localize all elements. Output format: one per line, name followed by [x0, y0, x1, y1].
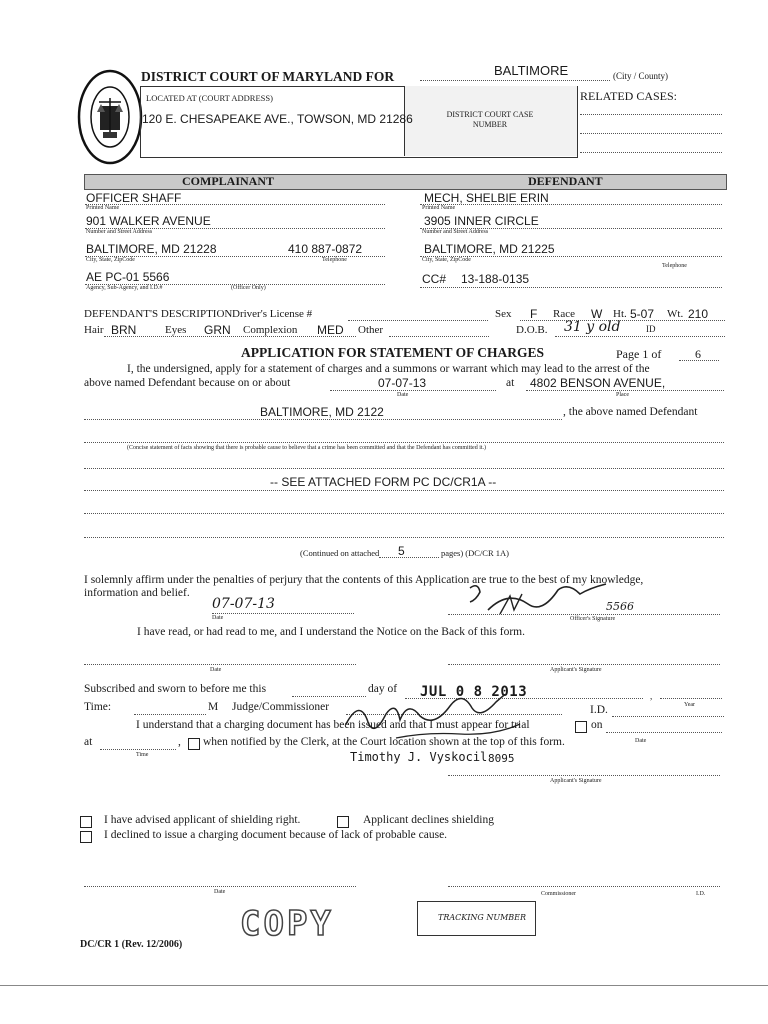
applicant-signature-line-2[interactable]	[448, 775, 720, 776]
continued-suffix: pages) (DC/CR 1A)	[441, 548, 509, 558]
hair-value[interactable]: BRN	[111, 323, 137, 337]
offense-place-label: Place	[616, 392, 629, 398]
defendant-city-label: City, State, ZipCode	[422, 257, 471, 263]
complainant-agency[interactable]: AE PC-01 5566	[86, 270, 170, 284]
application-title: APPLICATION FOR STATEMENT OF CHARGES	[241, 345, 545, 360]
offense-date-line	[330, 390, 496, 391]
offense-place-line	[526, 390, 724, 391]
eyes-label: Eyes	[165, 324, 187, 336]
complainant-phone-label: Telephone	[322, 257, 347, 263]
continued-label: (Continued on attached	[300, 548, 380, 558]
at-label: at	[506, 377, 515, 389]
defendant-address-label: Number and Street Address	[422, 229, 489, 235]
read-notice: I have read, or had read to me, and I understand the Notice on the Back of this form.	[137, 626, 525, 638]
advised-shielding-text: I have advised applicant of shielding right.	[104, 814, 301, 826]
notified-comma: ,	[178, 736, 181, 748]
eyes-value[interactable]: GRN	[204, 323, 231, 337]
page-bottom-rule	[0, 985, 768, 986]
sworn-year-line[interactable]	[660, 698, 722, 699]
sworn-comma: ,	[650, 691, 653, 701]
subscribed-text: Subscribed and sworn to before me this	[84, 683, 267, 695]
facts-line-3	[84, 490, 724, 491]
weight-value[interactable]: 210	[688, 307, 709, 321]
footer-date-line[interactable]	[84, 886, 356, 887]
related-case-line-3[interactable]	[580, 152, 722, 153]
sworn-id-label: I.D.	[590, 704, 608, 716]
other-label: Other	[358, 324, 384, 336]
footer-date-label: Date	[214, 889, 226, 895]
concise-note: (Concise statement of facts showing that there is probable cause to believe that a crime has been committed and that the Defendant has committed it.)	[127, 445, 487, 451]
officer-signature-label: Officer's Signature	[570, 616, 616, 622]
applicant-signature-line[interactable]	[448, 664, 720, 665]
sworn-year-label: Year	[684, 702, 696, 708]
defendant-city[interactable]: BALTIMORE, MD 21225	[424, 242, 555, 256]
race-label: Race	[553, 308, 575, 320]
applicant-date-label: Date	[210, 667, 222, 673]
at-time-label: at	[84, 736, 93, 748]
sex-race-line	[520, 320, 725, 321]
facts-line-2	[84, 468, 724, 469]
understand-text: I understand that a charging document has been issued and that I must appear for trial	[136, 719, 530, 731]
dob-line	[555, 336, 725, 337]
tracking-number-label: TRACKING NUMBER	[438, 913, 527, 922]
declines-shielding-text: Applicant declines shielding	[363, 814, 494, 826]
see-attached[interactable]: -- SEE ATTACHED FORM PC DC/CR1A --	[270, 475, 497, 489]
time-label: Time:	[84, 701, 112, 713]
applicant-signature-label-2: Applicant's Signature	[550, 778, 602, 784]
weight-label: Wt.	[667, 308, 684, 320]
facts-line-5	[84, 537, 724, 538]
above-named-text: , the above named Defendant	[563, 406, 698, 418]
page-label: Page 1 of	[616, 347, 662, 361]
other-field[interactable]	[389, 336, 489, 337]
advised-shielding-checkbox[interactable]	[80, 816, 92, 828]
facts-line-4	[84, 513, 724, 514]
application-line-2: above named Defendant because on or about	[84, 377, 291, 389]
related-case-line-1[interactable]	[580, 114, 722, 115]
declined-issue-checkbox[interactable]	[80, 831, 92, 843]
trial-date-label: Date	[635, 738, 647, 744]
defendant-cc-number[interactable]: 13-188-0135	[461, 272, 530, 286]
complainant-name[interactable]: OFFICER SHAFF	[86, 191, 182, 205]
trial-time-line[interactable]	[100, 749, 176, 750]
defendant-cc-line	[420, 287, 722, 288]
footer-commissioner-label: Commissioner	[541, 891, 577, 897]
trial-date-line[interactable]	[606, 732, 722, 733]
court-address-value[interactable]: 120 E. CHESAPEAKE AVE., TOWSON, MD 21286	[142, 112, 413, 126]
on-label: on	[591, 719, 603, 731]
defendant-header: DEFENDANT	[528, 174, 603, 188]
court-seal	[77, 68, 143, 166]
complainant-name-label: Printed Name	[86, 205, 120, 211]
defendant-name-line	[420, 204, 722, 205]
footer-commissioner-line[interactable]	[448, 886, 720, 887]
hair-label: Hair	[84, 324, 104, 336]
located-at-label: LOCATED AT (COURT ADDRESS)	[146, 93, 273, 103]
continued-pages[interactable]: 5	[398, 544, 405, 558]
officer-signature-id: 5566	[606, 600, 634, 613]
applicant-signature-label: Applicant's Signature	[550, 667, 602, 673]
defendant-name[interactable]: MECH, SHELBIE ERIN	[424, 191, 549, 205]
m-label: M	[208, 701, 219, 713]
city-county-label: (City / County)	[613, 71, 669, 81]
defendant-name-label: Printed Name	[422, 205, 456, 211]
id-label: ID	[646, 324, 656, 334]
page-total-line	[679, 360, 719, 361]
height-value[interactable]: 5-07	[630, 307, 655, 321]
declines-shielding-checkbox[interactable]	[337, 816, 349, 828]
court-seal-icon	[77, 68, 143, 166]
party-header-bar	[84, 174, 727, 190]
form-number: DC/CR 1 (Rev. 12/2006)	[80, 939, 183, 950]
offense-place-2-line	[84, 419, 562, 420]
complainant-address[interactable]: 901 WALKER AVENUE	[86, 214, 211, 228]
complexion-value[interactable]: MED	[317, 323, 344, 337]
affirmation-text-1: I solemnly affirm under the penalties of perjury that the contents of this Application are true to the best of my knowledge,	[84, 574, 644, 586]
complainant-header: COMPLAINANT	[182, 174, 274, 188]
time-line[interactable]	[134, 714, 206, 715]
commissioner-id-stamp: 8095	[488, 752, 515, 765]
offense-date[interactable]: 07-07-13	[378, 376, 427, 390]
officer-signature-line	[448, 614, 720, 615]
dob-value[interactable]: 31 y old	[564, 319, 621, 335]
offense-date-label: Date	[397, 392, 409, 398]
complainant-name-line	[85, 204, 385, 205]
complexion-label: Complexion	[243, 324, 298, 336]
hair-eyes-line	[104, 336, 356, 337]
offense-place[interactable]: 4802 BENSON AVENUE,	[530, 376, 666, 390]
affirmation-date[interactable]: 07-07-13	[212, 596, 275, 612]
jurisdiction-line	[420, 80, 610, 81]
facts-line-1	[84, 442, 724, 443]
complainant-phone[interactable]: 410 887-0872	[288, 242, 363, 256]
case-number-label: DISTRICT COURT CASE NUMBER	[446, 110, 534, 129]
court-title: DISTRICT COURT OF MARYLAND FOR	[141, 69, 395, 84]
complainant-city[interactable]: BALTIMORE, MD 21228	[86, 242, 217, 256]
judge-label: Judge/Commissioner	[232, 701, 330, 713]
height-label: Ht.	[613, 308, 627, 320]
sworn-date-stamp: JUL 0 8 2013	[420, 684, 528, 700]
trial-date-checkbox[interactable]	[575, 721, 587, 733]
continued-pages-line	[379, 557, 439, 558]
when-notified-text: when notified by the Clerk, at the Court location shown at the top of this form.	[203, 736, 565, 748]
affirmation-date-label: Date	[212, 615, 224, 621]
affirmation-text-2: information and belief.	[84, 587, 190, 599]
offense-place-2[interactable]: BALTIMORE, MD 2122	[260, 405, 384, 419]
declined-issue-text: I declined to issue a charging document because of lack of probable cause.	[104, 829, 448, 841]
defendant-address[interactable]: 3905 INNER CIRCLE	[424, 214, 539, 228]
application-line-1: I, the undersigned, apply for a statement of charges and a summons or warrant which may lead to the arrest of the	[127, 363, 650, 375]
affirmation-date-line	[212, 613, 354, 614]
complainant-agency-label: Agency, Sub-Agency, and I.D.#	[86, 285, 163, 291]
license-label: Driver's License #	[232, 308, 313, 320]
commissioner-name-stamp: Timothy J. Vyskocil	[350, 750, 488, 764]
sex-label: Sex	[495, 308, 512, 320]
day-of-label: day of	[368, 683, 398, 695]
officer-only-label: (Officer Only)	[231, 285, 266, 291]
complainant-city-label: City, State, ZipCode	[86, 257, 135, 263]
page-total[interactable]: 6	[695, 347, 701, 361]
dob-label: D.O.B.	[516, 324, 548, 336]
license-field[interactable]	[348, 320, 488, 321]
applicant-date-line[interactable]	[84, 664, 356, 665]
jurisdiction-value[interactable]: BALTIMORE	[494, 63, 569, 78]
copy-stamp: COPY	[240, 904, 334, 944]
footer-id-label: I.D.	[696, 891, 706, 897]
description-label: DEFENDANT'S DESCRIPTION	[84, 308, 233, 320]
complainant-address-label: Number and Street Address	[86, 229, 153, 235]
sex-value[interactable]: F	[530, 307, 538, 321]
defendant-cc-label: CC#	[422, 272, 447, 286]
related-cases-label: RELATED CASES:	[580, 89, 678, 103]
defendant-phone-label: Telephone	[662, 263, 687, 269]
sworn-id-line[interactable]	[612, 716, 724, 717]
trial-time-label: Time	[136, 752, 149, 758]
when-notified-checkbox[interactable]	[188, 738, 200, 750]
related-case-line-2[interactable]	[580, 133, 722, 134]
race-value[interactable]: W	[591, 307, 603, 321]
